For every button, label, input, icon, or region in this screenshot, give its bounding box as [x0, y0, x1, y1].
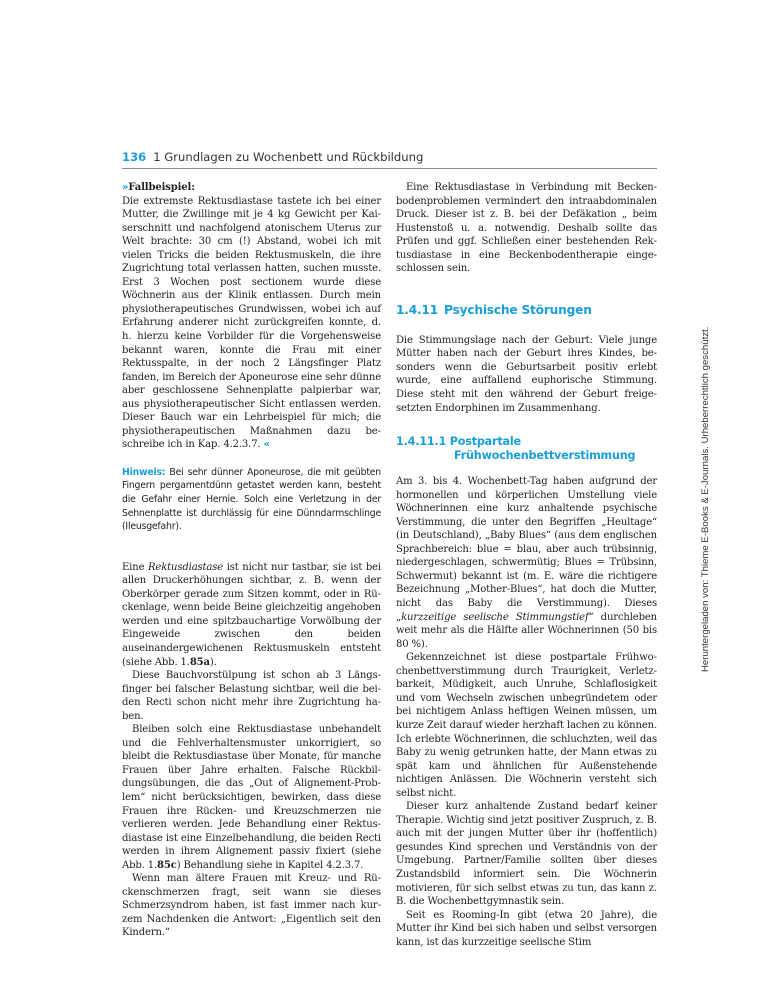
- running-title: 1 Grundlagen zu Wochenbett und Rückbildung: [153, 150, 424, 164]
- paragraph: [396, 475, 657, 651]
- spacer: [122, 534, 381, 561]
- paragraph: Gekennzeichnet ist diese postpartale Frühwochenbettverstimmung durch Traurigkeit, Verletzbarkeit, Müdigkeit, auch Unruhe, Schlaflosigkeit und vom Wechseln zwischen unbegründetem oder bei nichtigem Anlass heftigen Weinen müssen, um kurze Zeit darauf wieder herzhaft lachen zu können. Ich erlebte Wöchnerinnen, die schluchzten, weil das Baby zu wenig getrunken hatte, der Mann etwas zu spät kam und ähnlichen für Außenstehende nichtigen Anlässen. Die Wöchnerin versteht sich selbst nicht.: [396, 652, 657, 799]
- left-column: [122, 181, 381, 940]
- subsection-number: 1.4.11.1: [396, 435, 447, 449]
- subsection-title-line1: Postpartale: [449, 435, 521, 449]
- copyright-watermark: Heruntergeladen von: Thieme E-Books & E-Journals. Urheberrechtlich geschützt.: [700, 326, 711, 672]
- section-title: Psychische Störungen: [444, 302, 592, 317]
- figure-ref-link[interactable]: 85c: [157, 859, 177, 871]
- text-run: Eine: [122, 561, 148, 573]
- paragraph: Dieser kurz anhaltende Zustand bedarf keiner Therapie. Wichtig sind jetzt positiver Zuspruch, z. B. auch mit der jungen Mutter über ihr (hoffentlich) gesundes Kind sprechen und Verständnis von der Umgebung. Partner/Familie sollten über dieses Zustandsbild informiert sein. Die Wöchnerin motivieren, für sich selbst etwas zu tun, das kann z. B. die Wochenbettgymnastik sein.: [396, 801, 657, 908]
- paragraph: Wenn man ältere Frauen mit Kreuz- und Rückenschmerzen fragt, seit wann sie dieses Schmerzsyndrom haben, ist fast immer nach kurzem Nachdenken die Antwort: „Eigentlich seit den Kindern.“: [122, 873, 381, 939]
- page-number: 136: [122, 150, 147, 164]
- term-emphasis: kurzzeitige seelische Stimmungstief: [401, 611, 589, 623]
- text-run: ) Behandlung siehe in Kapitel 4.2.3.7.: [176, 859, 364, 871]
- paragraph: Eine Rektusdiastase in Verbindung mit Beckenbodenproblemen vermindert den intraabdominalen Druck. Dieser ist z. B. bei der Defäkation „ beim Hustenstoß u. a. notwendig. Deshalb sollte das Prüfen und ggf. Schließen einer bestehenden Rektusdiastase in eine Beckenbodentherapie eingeschlossen sein.: [396, 182, 657, 275]
- case-open-marker-icon: »: [122, 182, 129, 193]
- case-example-text: Die extremste Rektusdiastase tastete ich bei einer Mutter, die Zwillinge mit je 4 kg Gewicht per Kaiserschnitt und nachfolgend atonischem Uterus zur Welt brachte: 30 cm (!) Abstand, wobei ich mit vielen Tricks die beiden Rektusmuskeln, die ihre Zugrichtung total verlassen hatten, suchen musste. Erst 3 Wochen post sectionem wurde diese Wöchnerin aus der Klinik entlassen. Durch mein physiotherapeutisches Grundwissen, wobei ich auf Erfahrung anderer nicht zurückgreifen konnte, d. h. hierzu keine Vorbilder für die Vorgehensweise bekannt waren, konnte die Frau mit einer Rektusspalte, in der noch 2 Längsfinger Platz fanden, im Bereich der Aponeurose eine sehr dünne aber geschlossene Sehnenplatte palpierbar war, aus physiotherapeutischer Sicht entlassen werden. Dieser Bauch war ein Lehrbeispiel für mich; die physiotherapeutischen Maßnahmen dazu beschreibe ich in Kap. 4.2.3.7.: [122, 195, 381, 451]
- case-close-marker-icon: «: [263, 439, 270, 451]
- section-heading: [396, 302, 657, 318]
- text-run: Am 3. bis 4. Wochenbett-Tag haben aufgrund der hormonellen und körperlichen Umstellung viele Wöchnerinnen eine kurz anhaltende psychische Verstimmung, die unter den Begriffen „Heultage“ (in Deutschland), „Baby Blues“ (aus dem englischen Sprachbereich: blue = blau, aber auch trübsinnig, niedergeschlagen, schwermütig; Blues = Trübsinn, Schwermut) bekannt ist (m. E. wäre die richtigere Bezeichnung „Mother-Blues“, hat doch die Mutter, nicht das Baby die Verstimmung). Dieses „: [396, 476, 657, 623]
- text-run: ist nicht nur tastbar, sie ist bei allen Druckerhöhungen sichtbar, z. B. wenn der Oberkörper gerade zum Sitzen kommt, oder in Rückenlage, wenn beide Beine gleichzeitig angehoben werden und eine spitzbauchartige Vorwölbung der Eingeweide zwischen den beiden auseinandergewichenen Rektusmuskeln entsteht (siehe Abb. 1.: [122, 561, 381, 668]
- subsection-heading: [396, 435, 657, 463]
- paragraph: Die Stimmungslage nach der Geburt: Viele junge Mütter haben nach der Geburt ihres Kindes, besonders wenn die Geburtsarbeit positiv erlebt wurde, eine auffallend euphorische Stimmung. Diese steht mit den während der Geburt freigesetzten Endorphinen im Zusammenhang.: [396, 334, 657, 414]
- note-box: [122, 466, 381, 534]
- running-header: [122, 149, 657, 169]
- case-example-title: Fallbeispiel:: [128, 182, 195, 193]
- text-run: ).: [209, 656, 217, 668]
- right-column: [396, 181, 657, 949]
- paragraph: Seit es Rooming-In gibt (etwa 20 Jahre), die Mutter ihr Kind bei sich haben und selbst versorgen kann, ist das kurzzeitige seelische Stim: [396, 909, 657, 948]
- text-run: Bleiben solch eine Rektusdiastase unbehandelt und die Fehlverhaltensmuster unkorrigiert, so bleibt die Rektusdiastase über Monate, für manche Frauen über Jahre erhalten. Falsche Rückbildungsübungen, die das „Out of Alignement-Problem“ nicht berücksichtigen, bewirken, dass diese Frauen ihre Rücken- und Kreuzschmerzen nie verlieren werden. Jede Behandlung einer Rektusdiastase ist eine Einzelbehandlung, die beiden Recti werden in ihrem Alignement passiv fixiert (siehe Abb. 1.: [122, 724, 381, 871]
- text-run: “ durchleben weit mehr als die Hälfte aller Wöchnerinnen (50 bis 80 %).: [396, 611, 657, 650]
- note-label: Hinweis:: [122, 466, 166, 478]
- section-number: 1.4.11: [396, 302, 438, 317]
- paragraph: [122, 723, 381, 872]
- case-example: [122, 181, 381, 452]
- paragraph: [122, 561, 381, 669]
- paragraph: Diese Bauchvorstülpung ist schon ab 3 Längsfinger bei falscher Belastung sichtbar, weil die beiden Recti schon nicht mehr ihre Zugrichtung haben.: [122, 670, 381, 722]
- note-text: Bei sehr dünner Aponeurose, die mit geübten Fingern pergamentdünn getastet werden kann, besteht die Gefahr einer Hernie. Solch eine Verletzung in der Sehnenplatte ist durchlässig für eine Dünndarmschlinge (Ileusgefahr).: [122, 466, 381, 533]
- figure-ref-link[interactable]: 85a: [189, 656, 210, 668]
- subsection-title-line2: Frühwochenbettverstimmung: [454, 449, 636, 463]
- term-emphasis: Rektusdiastase: [147, 561, 224, 573]
